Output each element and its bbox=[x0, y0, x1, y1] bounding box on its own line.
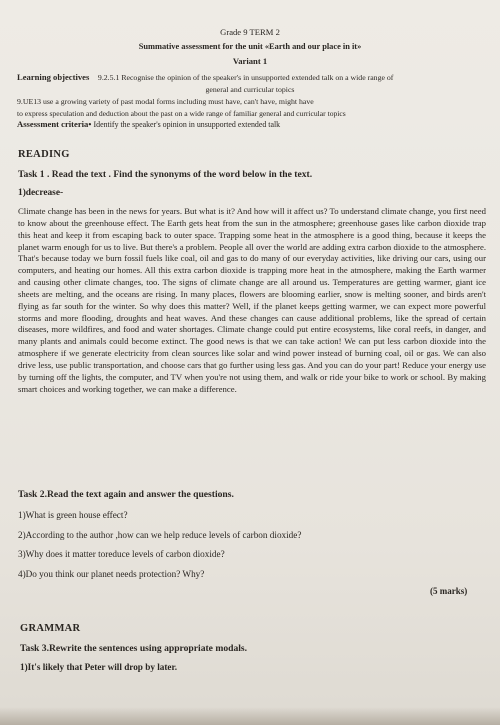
criteria-label: Assessment criteria• bbox=[17, 119, 92, 129]
task3-title: Task 3.Rewrite the sentences using appropriate modals. bbox=[20, 643, 248, 654]
assessment-title: Summative assessment for the unit «Earth and our place in it» bbox=[138, 42, 362, 51]
question-4: 4)Do you think our planet needs protection? Why? bbox=[18, 569, 205, 579]
task3-item-1: 1)It's likely that Peter will drop by later. bbox=[20, 662, 178, 672]
reading-passage: Climate change has been in the news for years. But what is it? And how will it affect us? To understand climate change, you first need to know about the greenhouse effect. The Earth gets heat from the sun in the atmosphere; greenhouse gases like carbon dioxide trap this heat and keep it from escaping back to outer space. Trapping some heat in the atmosphere is a good thing, because it keeps the planet warm enough for us to live. But there's a problem. People all over the world are adding extra carbon dioxide to the atmosphere. That's because today we burn fossil fuels like coal, oil and gas to do many of our everyday activities, like driving our cars, using our computers, and heating our homes. All this extra carbon dioxide is trapping more heat in the atmosphere, making the Earth warmer and causing other climate changes, too. The signs of climate change are all around us. Temperatures are getting warmer, giant ice sheets are melting, and the oceans are rising. In many places, flowers are blooming earlier, snow is melting sooner, and birds aren't flying as far south for the winter. So why does this matter? Well, if the planet keeps getting warmer, we can expect more powerful storms and more flooding, droughts and heat waves. And these changes can cause additional problems, like the spread of certain diseases, more wildfires, and food and water shortages. Climate change could put entire ecosystems, like coral reefs, in danger, and many plants and animals could become extinct. The good news is that we can take action! We can put less carbon dioxide into the atmosphere if we generate electricity from clean sources like solar and wind power instead of burning coal, oil or gas. We can also drive less, use public transportation, and choose cars that go further using less gas. And you can do your part! Reduce your energy use by turning off the lights, the computer, and TV when you're not using them, and walk or ride your bike to work or school. By making smart choices and working together, we can make a difference. bbox=[18, 206, 486, 394]
grade-term: Grade 9 TERM 2 bbox=[220, 27, 280, 37]
variant-label: Variant 1 bbox=[232, 56, 268, 66]
grammar-heading: GRAMMAR bbox=[20, 623, 81, 634]
question-2: 2)According to the author ,how can we help reduce levels of carbon dioxide? bbox=[18, 530, 302, 540]
objective-line-2: general and curricular topics bbox=[205, 85, 295, 94]
objective-line-1: 9.2.5.1 Recognise the opinion of the speaker's in unsupported extended talk on a wide range of bbox=[97, 73, 394, 82]
objective-line-3: 9.UE13 use a growing variety of past modal forms including must have, can't have, might have bbox=[17, 97, 314, 106]
question-3: 3)Why does it matter toreduce levels of carbon dioxide? bbox=[18, 549, 225, 559]
learning-objectives bbox=[17, 72, 487, 83]
question-1: 1)What is green house effect? bbox=[18, 510, 128, 520]
task1-word: 1)decrease- bbox=[18, 188, 64, 198]
page-bottom-shadow bbox=[0, 707, 500, 725]
task1-title: Task 1 . Read the text . Find the synonyms of the word below in the text. bbox=[18, 169, 313, 180]
assessment-criteria bbox=[17, 119, 487, 130]
reading-heading: READING bbox=[18, 149, 70, 160]
objectives-label: Learning objectives bbox=[17, 72, 90, 82]
criteria-text: Identify the speaker's opinion in unsupported extended talk bbox=[93, 120, 281, 129]
objective-line-4: to express speculation and deduction about the past on a wide range of familiar general and curricular topics bbox=[17, 109, 346, 118]
task2-title: Task 2.Read the text again and answer the questions. bbox=[18, 489, 234, 500]
task2-marks: (5 marks) bbox=[430, 586, 468, 596]
